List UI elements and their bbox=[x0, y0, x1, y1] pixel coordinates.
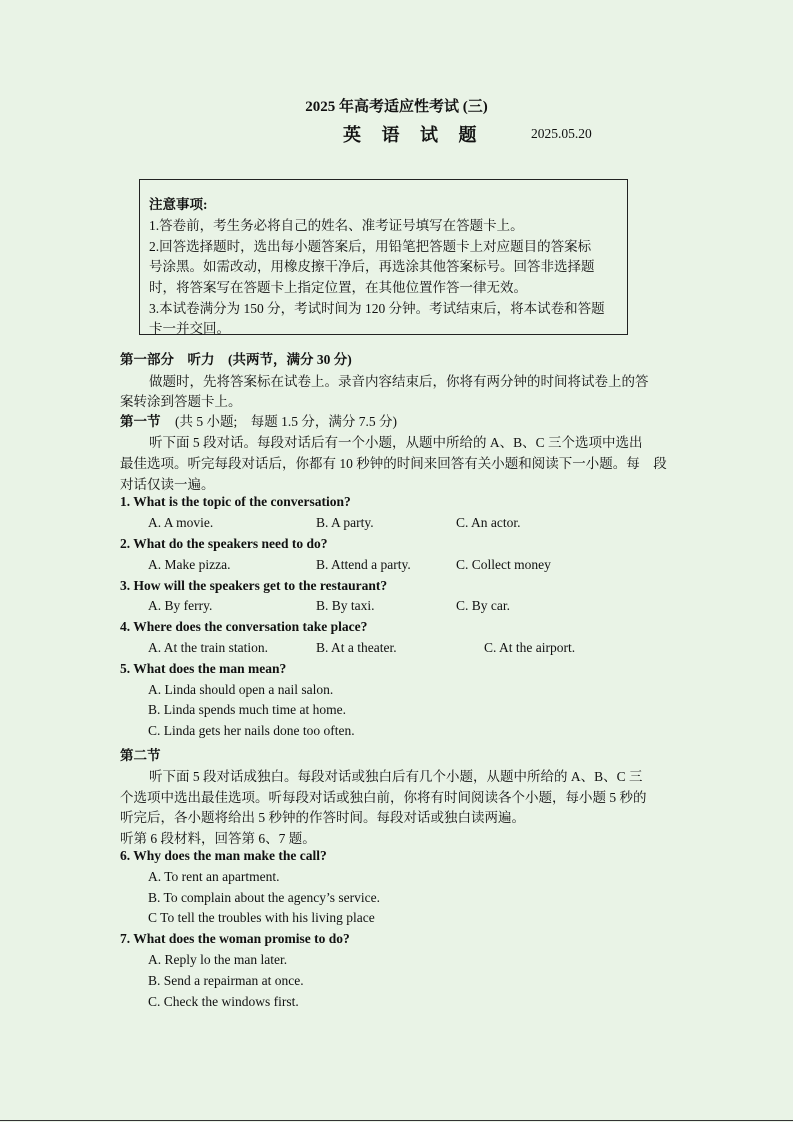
question-1: 1. What is the topic of the conversation? bbox=[120, 494, 351, 509]
question-4: 4. Where does the conversation take place? bbox=[120, 619, 368, 634]
option-b: B. Attend a party. bbox=[316, 557, 411, 572]
section1-label: 第一节 bbox=[120, 414, 161, 429]
question-7: 7. What does the woman promise to do? bbox=[120, 931, 350, 946]
notice-line: 时，将答案写在答题卡上指定位置，在其他位置作答一律无效。 bbox=[149, 280, 527, 295]
section2-instructions: 个选项中选出最佳选项。听每段对话或独白前，你将有时间阅读各个小题，每小题 5 秒的 bbox=[120, 790, 647, 805]
exam-title: 2025 年高考适应性考试 (三) bbox=[305, 99, 488, 115]
option-b: B. Send a repairman at once. bbox=[148, 973, 304, 988]
option-c: C. At the airport. bbox=[484, 640, 576, 655]
option-b: B. A party. bbox=[316, 515, 374, 530]
section2-instructions: 听下面 5 段对话成独白。每段对话或独白后有几个小题，从题中所给的 A、B、C 三 bbox=[149, 769, 643, 784]
material-note: 听第 6 段材料，回答第 6、7 题。 bbox=[120, 831, 316, 846]
option-a: A. Reply lo the man later. bbox=[148, 952, 288, 967]
section1-info: (共 5 小题; 每题 1.5 分，满分 7.5 分) bbox=[175, 414, 397, 429]
part1-intro: 做题时，先将答案标在试卷上。录音内容结束后，你将有两分钟的时间将试卷上的答 bbox=[149, 374, 649, 389]
part1-intro: 案转涂到答题卡上。 bbox=[120, 394, 242, 409]
option-c: C. Collect money bbox=[456, 557, 551, 572]
subject-title: 英 语 试 题 bbox=[343, 125, 485, 145]
notice-line: 3.本试卷满分为 150 分，考试时间为 120 分钟。考试结束后，将本试卷和答题 bbox=[149, 301, 605, 316]
option-c: C. Check the windows first. bbox=[148, 994, 299, 1009]
notice-line: 号涂黑。如需改动，用橡皮擦干净后，再选涂其他答案标号。回答非选择题 bbox=[149, 259, 595, 274]
question-5: 5. What does the man mean? bbox=[120, 661, 287, 676]
option-c: C. An actor. bbox=[456, 515, 521, 530]
question-2: 2. What do the speakers need to do? bbox=[120, 536, 328, 551]
option-c: C. By car. bbox=[456, 598, 510, 613]
option-c: C To tell the troubles with his living place bbox=[148, 910, 375, 925]
question-6: 6. Why does the man make the call? bbox=[120, 848, 327, 863]
section2-instructions: 听完后，各小题将给出 5 秒钟的作答时间。每段对话或独白读两遍。 bbox=[120, 810, 525, 825]
bottom-divider bbox=[0, 1120, 793, 1121]
notice-line: 1.答卷前，考生务必将自己的姓名、准考证号填写在答题卡上。 bbox=[149, 218, 524, 233]
option-c: C. Linda gets her nails done too often. bbox=[148, 723, 355, 738]
option-b: B. To complain about the agency’s service. bbox=[148, 890, 380, 905]
option-a: A. Make pizza. bbox=[148, 557, 231, 572]
section1-instructions: 对话仅读一遍。 bbox=[120, 477, 215, 492]
notice-heading: 注意事项: bbox=[149, 197, 208, 212]
section2-label: 第二节 bbox=[120, 748, 161, 763]
exam-date: 2025.05.20 bbox=[531, 126, 592, 141]
option-a: A. To rent an apartment. bbox=[148, 869, 280, 884]
notice-box bbox=[139, 179, 628, 335]
option-b: B. By taxi. bbox=[316, 598, 375, 613]
notice-line: 卡一并交回。 bbox=[149, 321, 230, 336]
notice-line: 2.回答选择题时，选出每小题答案后，用铅笔把答题卡上对应题目的答案标 bbox=[149, 239, 592, 254]
option-a: A. A movie. bbox=[148, 515, 214, 530]
section1-instructions: 最佳选项。听完每段对话后，你都有 10 秒钟的时间来回答有关小题和阅读下一小题。每 段 bbox=[120, 456, 667, 471]
option-a: A. By ferry. bbox=[148, 598, 213, 613]
option-a: A. At the train station. bbox=[148, 640, 268, 655]
option-b: B. At a theater. bbox=[316, 640, 397, 655]
part1-heading: 第一部分 听力 (共两节，满分 30 分) bbox=[120, 352, 352, 367]
section1-instructions: 听下面 5 段对话。每段对话后有一个小题，从题中所给的 A、B、C 三个选项中选出 bbox=[149, 435, 643, 450]
question-3: 3. How will the speakers get to the restaurant? bbox=[120, 578, 388, 593]
option-b: B. Linda spends much time at home. bbox=[148, 702, 346, 717]
option-a: A. Linda should open a nail salon. bbox=[148, 682, 334, 697]
